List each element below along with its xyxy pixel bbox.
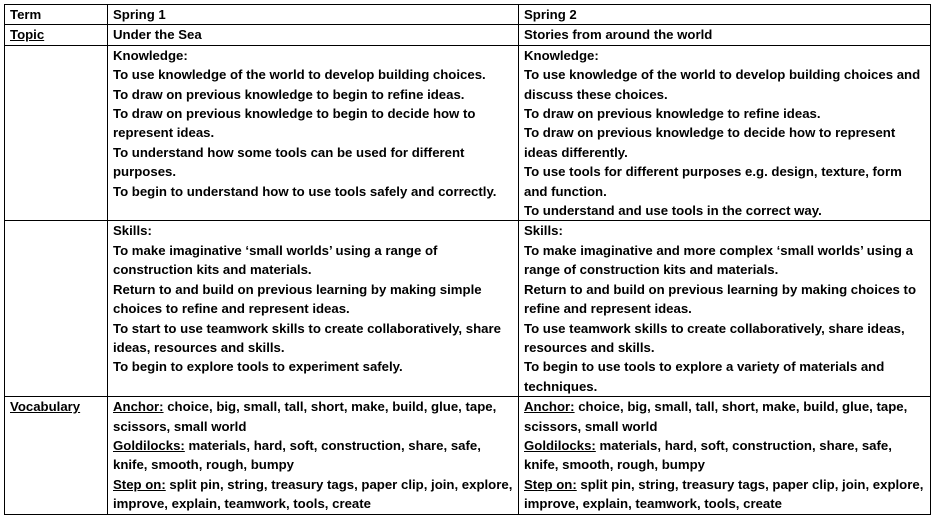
skills-spring-2	[519, 221, 931, 397]
stepon-words: split pin, string, treasury tags, paper clip, join, explore, improve, explain, teamwork, tools, create	[113, 476, 513, 512]
stepon-vocab	[113, 475, 513, 514]
vocabulary-label: Vocabulary	[5, 397, 108, 514]
skills-heading: Skills:	[524, 223, 563, 239]
knowledge-heading: Knowledge:	[524, 47, 599, 63]
goldilocks-words: materials, hard, soft, construction, share, safe, knife, smooth, rough, bumpy	[524, 437, 892, 473]
topic-row	[5, 25, 931, 45]
knowledge-spring-1	[108, 45, 519, 221]
skills-heading: Skills:	[113, 223, 152, 239]
vocabulary-row	[5, 397, 931, 514]
vocabulary-spring-2	[519, 397, 931, 514]
knowledge-line: To begin to understand how to use tools safely and correctly.	[113, 183, 497, 199]
knowledge-line: To understand and use tools in the correct way.	[524, 203, 822, 219]
anchor-vocab	[113, 397, 513, 436]
knowledge-label-cell	[5, 45, 108, 221]
skills-line: To make imaginative ‘small worlds’ using a range of construction kits and materials.	[113, 242, 438, 278]
curriculum-table	[4, 4, 931, 515]
knowledge-spring-2	[519, 45, 931, 221]
skills-line: To use teamwork skills to create collaboratively, share ideas, resources and skills.	[524, 320, 905, 355]
vocabulary-spring-1	[108, 397, 519, 514]
anchor-words: choice, big, small, tall, short, make, build, glue, tape, scissors, small world	[113, 399, 497, 434]
knowledge-line: To use knowledge of the world to develop building choices.	[113, 67, 486, 83]
topic-label: Topic	[5, 25, 108, 45]
anchor-label: Anchor:	[113, 399, 164, 415]
skills-line: To start to use teamwork skills to create collaboratively, share ideas, resources and skills.	[113, 320, 501, 355]
skills-line: To begin to use tools to explore a variety of materials and techniques.	[524, 359, 885, 394]
stepon-vocab	[524, 475, 925, 514]
anchor-words: choice, big, small, tall, short, make, build, glue, tape, scissors, small world	[524, 399, 908, 434]
skills-row	[5, 221, 931, 397]
skills-line: To make imaginative and more complex ‘small worlds’ using a range of construction kits and materials.	[524, 242, 913, 278]
skills-line: To begin to explore tools to experiment safely.	[113, 359, 403, 375]
knowledge-line: To understand how some tools can be used for different purposes.	[113, 144, 465, 180]
knowledge-line: To use tools for different purposes e.g. design, texture, form and function.	[524, 164, 902, 199]
anchor-label: Anchor:	[524, 399, 575, 415]
anchor-vocab	[524, 397, 925, 436]
knowledge-line: To use knowledge of the world to develop building choices and discuss these choices.	[524, 67, 921, 102]
stepon-label: Step on:	[524, 476, 577, 492]
skills-line: Return to and build on previous learning by making simple choices to refine and represent ideas.	[113, 281, 482, 317]
goldilocks-label: Goldilocks:	[524, 437, 596, 453]
goldilocks-label: Goldilocks:	[113, 437, 185, 453]
stepon-words: split pin, string, treasury tags, paper clip, join, explore, improve, explain, teamwork, tools, create	[524, 476, 924, 512]
knowledge-row	[5, 45, 931, 221]
stepon-label: Step on:	[113, 476, 166, 492]
knowledge-line: To draw on previous knowledge to refine ideas.	[524, 106, 821, 122]
spring-2-header: Spring 2	[519, 5, 931, 25]
knowledge-line: To draw on previous knowledge to decide how to represent ideas differently.	[524, 125, 896, 160]
goldilocks-words: materials, hard, soft, construction, share, safe, knife, smooth, rough, bumpy	[113, 437, 481, 473]
topic-spring-1: Under the Sea	[108, 25, 519, 45]
knowledge-heading: Knowledge:	[113, 47, 188, 63]
header-row	[5, 5, 931, 25]
skills-line: Return to and build on previous learning by making choices to refine and represent ideas.	[524, 281, 917, 317]
knowledge-line: To draw on previous knowledge to begin to decide how to represent ideas.	[113, 106, 476, 141]
term-label: Term	[5, 5, 108, 25]
goldilocks-vocab	[524, 436, 925, 475]
goldilocks-vocab	[113, 436, 513, 475]
topic-spring-2: Stories from around the world	[519, 25, 931, 45]
skills-spring-1	[108, 221, 519, 397]
knowledge-line: To draw on previous knowledge to begin to refine ideas.	[113, 86, 465, 102]
skills-label-cell	[5, 221, 108, 397]
spring-1-header: Spring 1	[108, 5, 519, 25]
